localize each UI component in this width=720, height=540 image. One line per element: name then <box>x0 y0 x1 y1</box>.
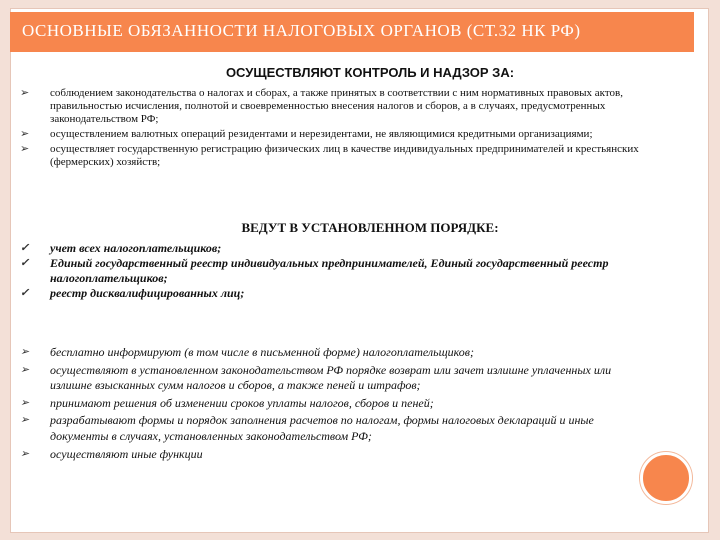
list-item-text: осуществляют иные функции <box>50 446 203 461</box>
list-item <box>20 256 650 286</box>
list-item-text: осуществлением валютных операций резидентами и нерезидентами, не являющимися кредитными организациями; <box>50 128 593 140</box>
list-item <box>20 241 650 256</box>
arrow-bullet-icon: ➢ <box>20 346 30 358</box>
check-bullet-icon: ✓ <box>20 257 30 269</box>
title-bar <box>10 12 694 52</box>
list-item-text: осуществляет государственную регистрацию физических лиц в качестве индивидуальных предпринимателей и крестьянских (фермерских) хозяйств; <box>50 143 639 168</box>
duties-list <box>20 345 650 464</box>
arrow-bullet-icon: ➢ <box>20 414 30 427</box>
arrow-bullet-icon: ➢ <box>20 87 30 99</box>
section-heading-registry: ВЕДУТ В УСТАНОВЛЕННОМ ПОРЯДКЕ: <box>241 220 499 235</box>
list-item-text: бесплатно информируют (в том числе в письменной форме) налогоплательщиков; <box>50 345 475 359</box>
list-item <box>20 363 650 394</box>
list-item-text: принимают решения об изменении сроков уплаты налогов, сборов и пеней; <box>50 395 434 410</box>
arrow-bullet-icon: ➢ <box>20 447 30 460</box>
arrow-bullet-icon: ➢ <box>20 143 30 155</box>
list-item <box>20 87 650 126</box>
arrow-bullet-icon: ➢ <box>20 128 30 140</box>
list-item <box>20 286 650 301</box>
list-item-text: реестр дисквалифицированных лиц; <box>50 286 245 300</box>
list-item-text: соблюдением законодательства о налогах и сборах, а также принятых в соответствии с ним нормативных правовых актов, правильностью исчисления, полнотой и своевременностью внесения налогов и сборов, а в случаях, предусмотренных законодательством РФ; <box>50 87 623 125</box>
list-item <box>20 143 650 169</box>
page-title: ОСНОВНЫЕ ОБЯЗАННОСТИ НАЛОГОВЫХ ОРГАНОВ (СТ.32 НК РФ) <box>22 21 581 40</box>
arrow-bullet-icon: ➢ <box>20 396 30 409</box>
list-item <box>20 345 650 361</box>
check-bullet-icon: ✓ <box>20 287 30 299</box>
list-item <box>20 413 650 444</box>
list-item-text: осуществляют в установленном законодательством РФ порядке возврат или зачет излишне уплаченных или излишне взысканных сумм налогов и сборов, а также пеней и штрафов; <box>50 362 612 393</box>
list-item-text: Единый государственный реестр индивидуальных предпринимателей, Единый государственный реестр налогоплательщиков; <box>50 256 609 285</box>
list-item-text: разрабатывают формы и порядок заполнения расчетов по налогам, формы налоговых деклараций и иные документы в случаях, установленных законодательством РФ; <box>50 413 594 443</box>
decorative-circle <box>640 452 692 504</box>
list-item <box>20 447 650 463</box>
list-item <box>20 396 650 412</box>
registry-list <box>20 241 650 301</box>
list-item-text: учет всех налогоплательщиков; <box>50 241 222 255</box>
section-heading-control: ОСУЩЕСТВЛЯЮТ КОНТРОЛЬ И НАДЗОР ЗА: <box>225 65 515 80</box>
arrow-bullet-icon: ➢ <box>20 363 30 376</box>
list-item <box>20 128 650 141</box>
check-bullet-icon: ✓ <box>20 242 30 254</box>
control-list <box>20 87 650 171</box>
